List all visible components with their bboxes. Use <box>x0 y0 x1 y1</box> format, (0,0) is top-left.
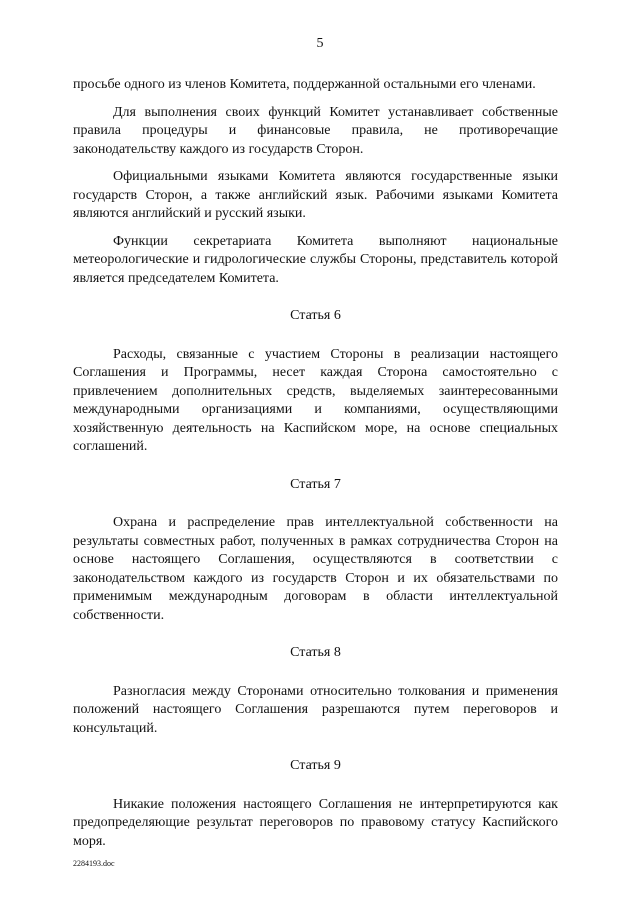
article-9-heading: Статья 9 <box>290 758 341 773</box>
article-6-heading: Статья 6 <box>290 308 341 323</box>
paragraph-continuation: просьбе одного из членов Комитета, поддержанной остальными его членами. <box>73 77 536 92</box>
paragraph-committee-rules: Для выполнения своих функций Комитет устанавливает собственные правила процедуры и финансовые правила, не противоречащие законодательству каждого из государств Сторон. <box>73 104 558 157</box>
paragraph-secretariat: Функции секретариата Комитета выполняют национальные метеорологические и гидрологические службы Стороны, представитель которой является председателем Комитета. <box>73 233 558 286</box>
article-6-text: Расходы, связанные с участием Стороны в реализации настоящего Соглашения и Программы, несет каждая Сторона самостоятельно с привлечением дополнительных средств, выделяемых заинтересованными международными организациями и компаниями, осуществляющими хозяйственную деятельность на Каспийском море, на основе специальных соглашений. <box>73 346 558 454</box>
article-7-heading: Статья 7 <box>290 476 341 492</box>
file-name-footer: 2284193.doc <box>73 859 115 868</box>
article-8-heading: Статья 8 <box>290 645 341 660</box>
page-number: 5 <box>316 36 324 51</box>
article-9-text: Никакие положения настоящего Соглашения не интерпретируются как предопределяющие результат переговоров по правовому статусу Каспийского моря. <box>73 796 558 849</box>
article-8-text: Разногласия между Сторонами относительно толкования и применения положений настоящего Соглашения разрешаются путем переговоров и консультаций. <box>73 683 558 736</box>
paragraph-official-languages: Официальными языками Комитета являются государственные языки государств Сторон, а также английский язык. Рабочими языками Комитета являются английский и русский языки. <box>73 169 558 221</box>
document-body <box>73 76 558 860</box>
article-7-text: Охрана и распределение прав интеллектуальной собственности на результаты совместных работ, полученных в рамках сотрудничества Сторон на основе настоящего Соглашения, осуществляются в соответствии с законодательством каждого из государств Сторон и их обязательствами по применимым международным договорам в области интеллектуальной собственности. <box>73 515 558 623</box>
